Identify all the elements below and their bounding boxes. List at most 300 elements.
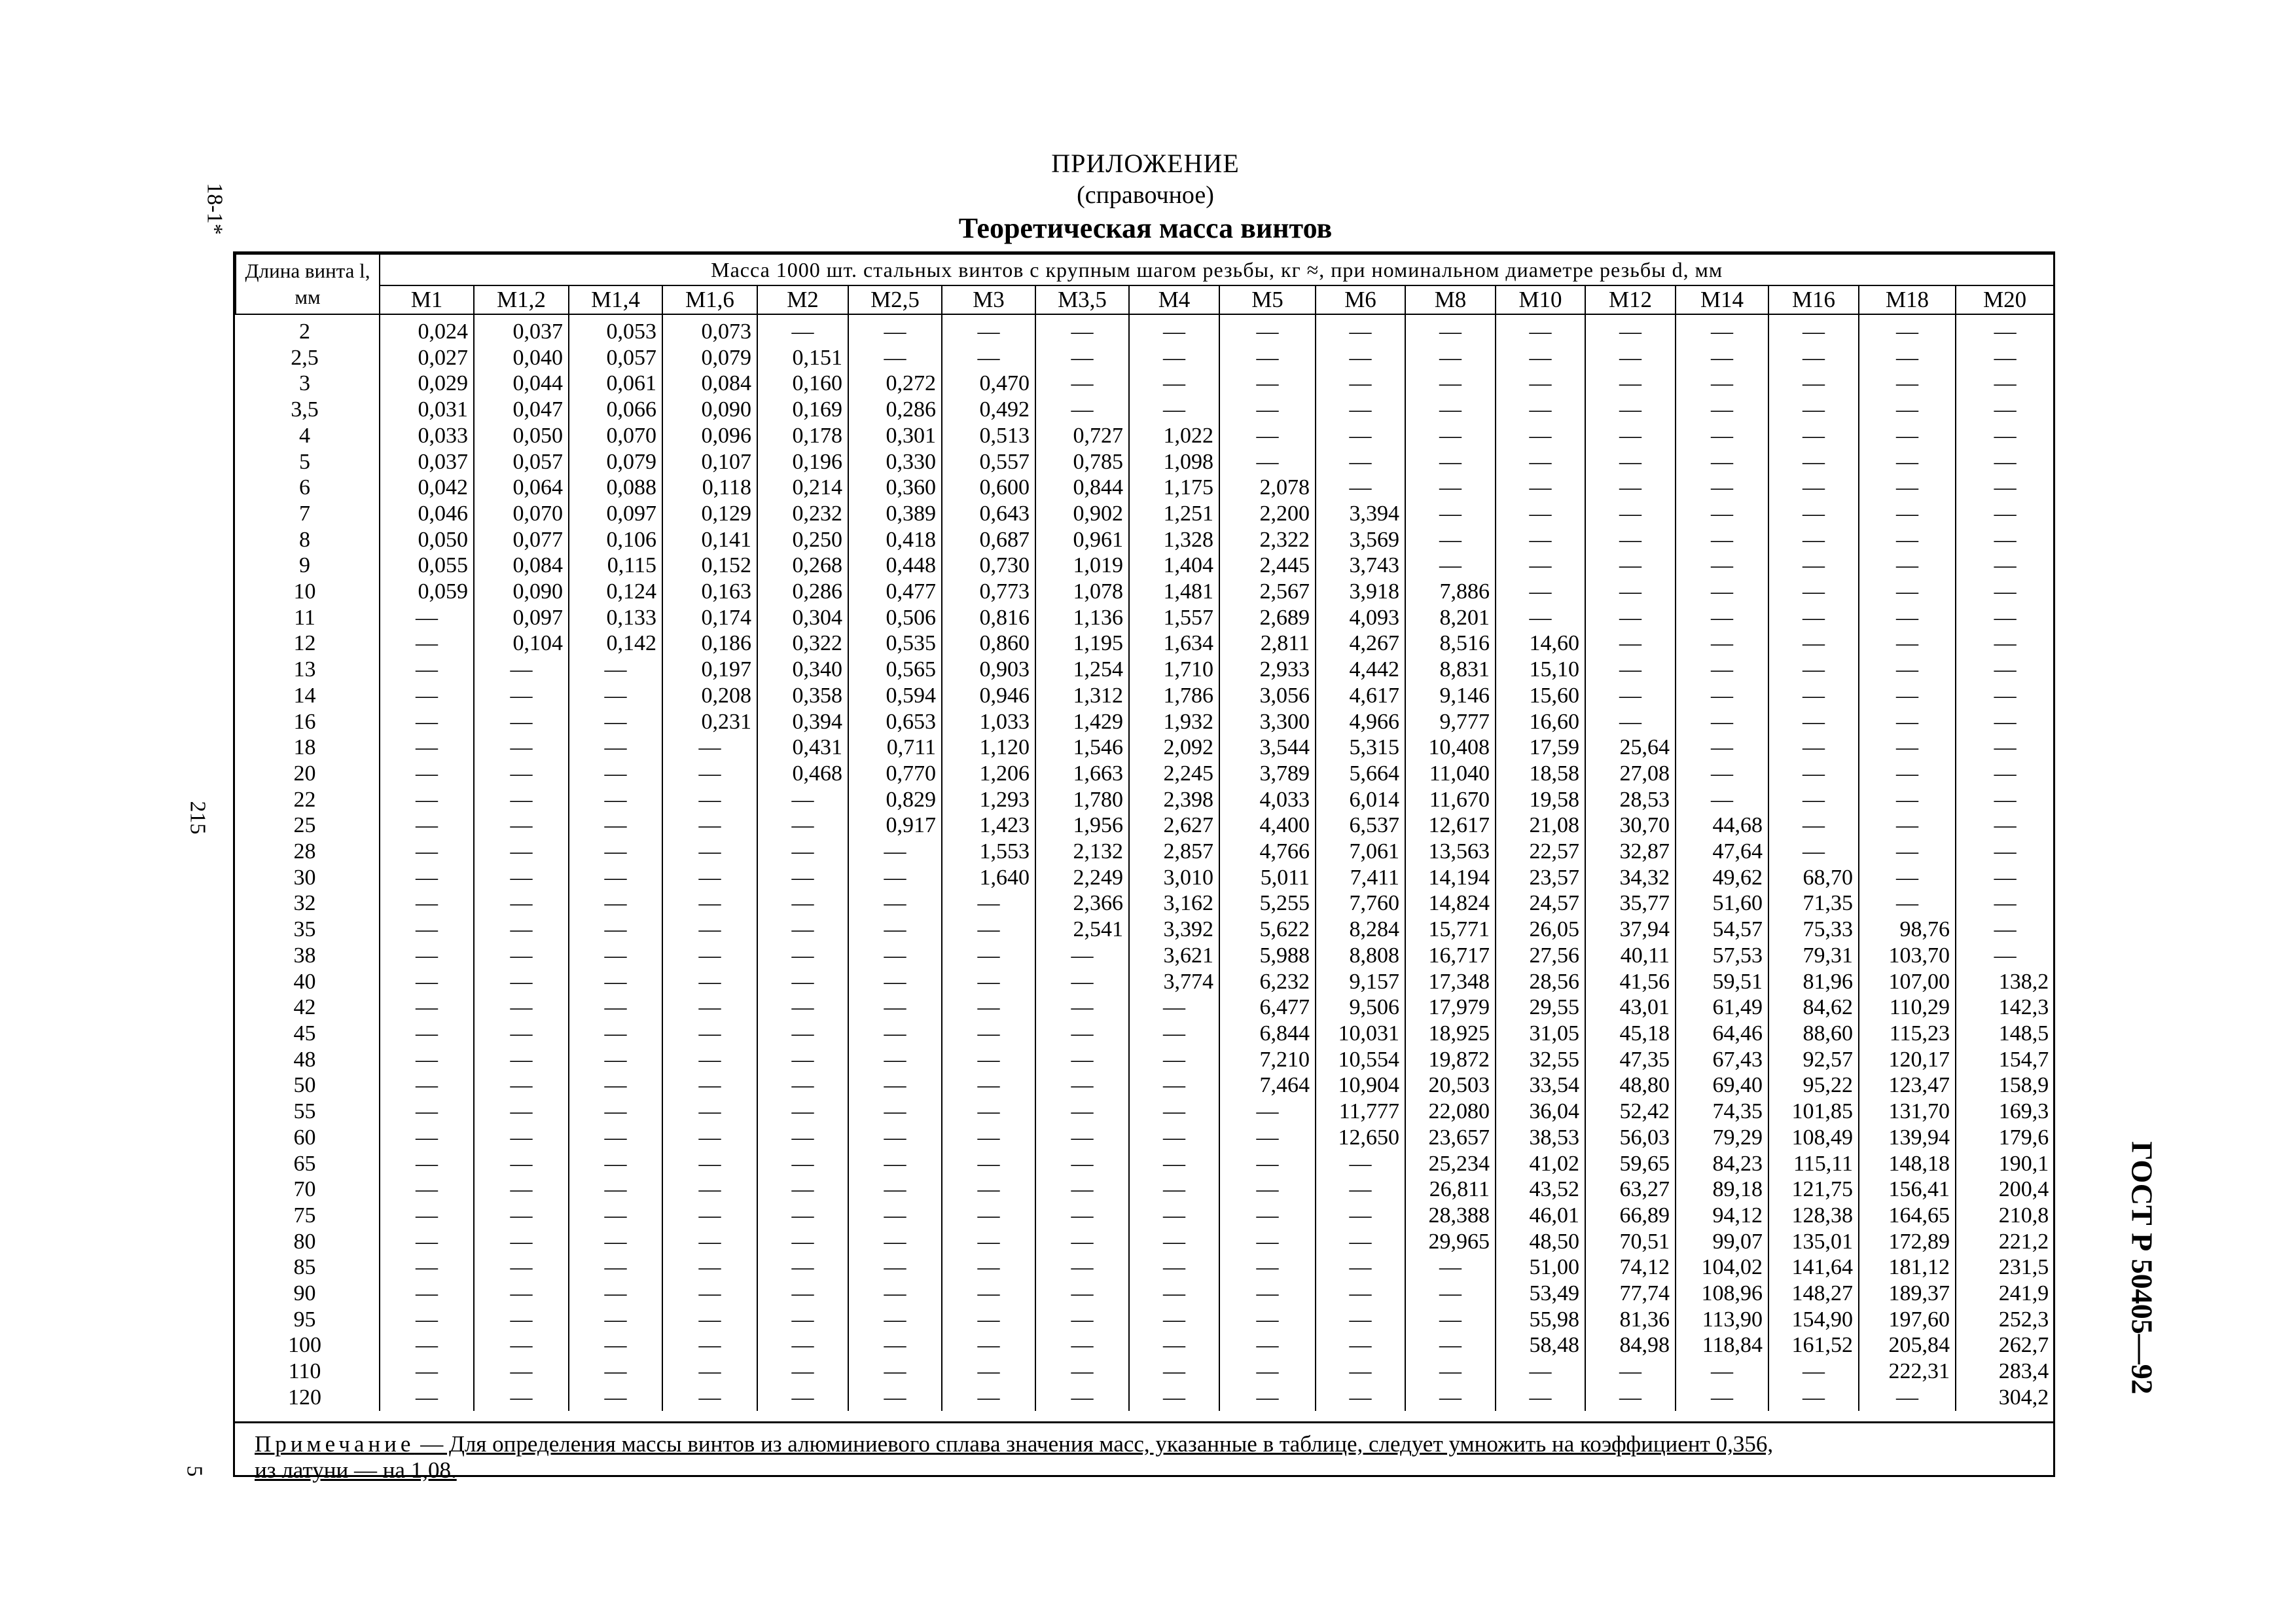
- diameter-header: M12: [1585, 285, 1676, 314]
- mass-cell: 4,766: [1219, 839, 1316, 865]
- length-cell: 35: [293, 917, 316, 942]
- mass-cell: —: [569, 1176, 662, 1203]
- mass-cell: —: [1496, 371, 1585, 397]
- mass-cell: 3,621: [1129, 943, 1219, 969]
- table-row: [236, 475, 2054, 501]
- mass-cell: —: [1956, 501, 2054, 527]
- mass-cell: —: [1316, 449, 1405, 475]
- mass-cell: 1,251: [1129, 501, 1219, 527]
- page-title: Теоретическая масса винтов: [958, 212, 1333, 244]
- mass-cell: 5,011: [1219, 865, 1316, 891]
- mass-cell: 17,979: [1405, 994, 1496, 1021]
- mass-cell: 99,07: [1676, 1229, 1768, 1255]
- mass-cell: 283,4: [1956, 1359, 2054, 1385]
- mass-cell: —: [757, 1125, 848, 1151]
- mass-cell: —: [1219, 449, 1316, 475]
- mass-cell: 0,088: [569, 475, 662, 501]
- mass-cell: 16,60: [1496, 709, 1585, 735]
- diameter-header: M10: [1496, 285, 1585, 314]
- mass-cell: —: [848, 994, 942, 1021]
- mass-cell: 59,51: [1676, 969, 1768, 995]
- mass-cell: 0,057: [569, 345, 662, 371]
- table-row: [236, 865, 2054, 891]
- mass-cell: —: [1035, 1332, 1129, 1359]
- mass-cell: —: [569, 1125, 662, 1151]
- mass-cell: 20,503: [1405, 1072, 1496, 1099]
- mass-cell: 0,448: [848, 553, 942, 579]
- mass-cell: 55,98: [1496, 1307, 1585, 1333]
- mass-cell: —: [1035, 314, 1129, 345]
- mass-cell: 48,80: [1585, 1072, 1676, 1099]
- mass-cell: —: [474, 657, 569, 683]
- length-cell: 55: [293, 1099, 316, 1124]
- mass-cell: 11,040: [1405, 761, 1496, 787]
- mass-cell: 1,328: [1129, 527, 1219, 553]
- mass-cell: —: [1768, 397, 1859, 423]
- mass-cell: —: [1316, 1332, 1405, 1359]
- mass-cell: —: [474, 683, 569, 709]
- diameter-header: M1,2: [474, 285, 569, 314]
- length-cell: 7: [299, 501, 310, 526]
- mass-cell: 4,267: [1316, 630, 1405, 657]
- mass-cell: 84,23: [1676, 1151, 1768, 1177]
- mass-cell: 0,160: [757, 371, 848, 397]
- table-row: [236, 1281, 2054, 1307]
- mass-cell: 0,097: [474, 605, 569, 631]
- mass-cell: 69,40: [1676, 1072, 1768, 1099]
- mass-cell: —: [757, 839, 848, 865]
- mass-cell: —: [1859, 787, 1956, 813]
- table-row: [236, 1254, 2054, 1281]
- mass-cell: —: [757, 1229, 848, 1255]
- mass-cell: 121,75: [1768, 1176, 1859, 1203]
- mass-cell: —: [569, 1151, 662, 1177]
- mass-cell: —: [757, 969, 848, 995]
- mass-cell: —: [1129, 1281, 1219, 1307]
- table-row: [236, 449, 2054, 475]
- mass-cell: 0,169: [757, 397, 848, 423]
- mass-cell: 0,785: [1035, 449, 1129, 475]
- table-row: [236, 787, 2054, 813]
- page-number-left: 215: [185, 801, 210, 835]
- mass-cell: 1,293: [942, 787, 1035, 813]
- mass-cell: —: [1956, 397, 2054, 423]
- mass-cell: —: [662, 787, 757, 813]
- mass-cell: 2,245: [1129, 761, 1219, 787]
- mass-cell: —: [474, 1125, 569, 1151]
- length-cell: 28: [293, 839, 316, 864]
- mass-cell: 2,445: [1219, 553, 1316, 579]
- mass-cell: 115,23: [1859, 1021, 1956, 1047]
- mass-cell: —: [1676, 527, 1768, 553]
- mass-cell: —: [757, 1021, 848, 1047]
- length-cell: 95: [293, 1307, 316, 1332]
- mass-cell: —: [757, 1332, 848, 1359]
- mass-cell: —: [380, 1047, 474, 1073]
- mass-cell: —: [757, 1203, 848, 1229]
- mass-cell: 0,106: [569, 527, 662, 553]
- mass-cell: —: [1768, 423, 1859, 449]
- mass-cell: —: [757, 1254, 848, 1281]
- mass-cell: —: [569, 1203, 662, 1229]
- length-cell: 10: [293, 579, 316, 604]
- mass-cell: —: [1859, 579, 1956, 605]
- mass-cell: 7,061: [1316, 839, 1405, 865]
- mass-cell: 0,330: [848, 449, 942, 475]
- mass-cell: 1,932: [1129, 709, 1219, 735]
- mass-cell: —: [569, 735, 662, 761]
- mass-cell: —: [380, 865, 474, 891]
- mass-cell: —: [1585, 423, 1676, 449]
- mass-cell: —: [1768, 787, 1859, 813]
- mass-cell: 0,946: [942, 683, 1035, 709]
- mass-cell: —: [1768, 683, 1859, 709]
- mass-cell: 9,157: [1316, 969, 1405, 995]
- mass-cell: —: [1219, 397, 1316, 423]
- mass-cell: 0,727: [1035, 423, 1129, 449]
- mass-cell: 0,322: [757, 630, 848, 657]
- mass-cell: —: [1035, 1099, 1129, 1125]
- mass-cell: 6,014: [1316, 787, 1405, 813]
- mass-cell: 0,115: [569, 553, 662, 579]
- mass-cell: —: [1859, 761, 1956, 787]
- length-cell: 120: [288, 1385, 321, 1410]
- mass-cell: 3,918: [1316, 579, 1405, 605]
- mass-cell: —: [1585, 1385, 1676, 1411]
- mass-cell: —: [848, 1359, 942, 1385]
- mass-cell: 1,312: [1035, 683, 1129, 709]
- mass-cell: 0,829: [848, 787, 942, 813]
- mass-cell: —: [569, 994, 662, 1021]
- note-text-line1: — Для определения массы винтов из алюминиевого сплава значения масс, указанные в таблице, следует умножить на коэффициент 0,356,: [414, 1431, 1774, 1457]
- mass-cell: —: [1676, 683, 1768, 709]
- mass-cell: —: [1585, 501, 1676, 527]
- mass-cell: 26,05: [1496, 917, 1585, 943]
- mass-cell: 169,3: [1956, 1099, 2054, 1125]
- mass-cell: —: [1035, 1021, 1129, 1047]
- mass-cell: —: [569, 943, 662, 969]
- mass-cell: 3,010: [1129, 865, 1219, 891]
- length-cell: 32: [293, 891, 316, 916]
- mass-cell: —: [1129, 1099, 1219, 1125]
- mass-table: [235, 253, 2054, 1411]
- mass-cell: 8,201: [1405, 605, 1496, 631]
- mass-cell: —: [662, 943, 757, 969]
- length-cell: 65: [293, 1151, 316, 1176]
- mass-cell: —: [1585, 683, 1676, 709]
- mass-cell: 79,31: [1768, 943, 1859, 969]
- mass-cell: 10,408: [1405, 735, 1496, 761]
- mass-cell: —: [380, 1151, 474, 1177]
- appendix-heading: ПРИЛОЖЕНИЕ: [1051, 149, 1240, 178]
- mass-cell: 6,232: [1219, 969, 1316, 995]
- mass-cell: 29,965: [1405, 1229, 1496, 1255]
- mass-cell: 118,84: [1676, 1332, 1768, 1359]
- mass-cell: 222,31: [1859, 1359, 1956, 1385]
- mass-cell: 0,066: [569, 397, 662, 423]
- mass-cell: —: [662, 1021, 757, 1047]
- mass-cell: —: [1405, 501, 1496, 527]
- mass-cell: 70,51: [1585, 1229, 1676, 1255]
- mass-cell: —: [474, 890, 569, 917]
- mass-cell: —: [1129, 1047, 1219, 1073]
- mass-cell: —: [1676, 397, 1768, 423]
- mass-cell: 0,174: [662, 605, 757, 631]
- mass-cell: —: [380, 761, 474, 787]
- diameter-header: M2: [757, 285, 848, 314]
- mass-cell: —: [848, 917, 942, 943]
- table-row: [236, 969, 2054, 995]
- mass-cell: 40,11: [1585, 943, 1676, 969]
- mass-cell: 0,107: [662, 449, 757, 475]
- mass-cell: —: [1956, 943, 2054, 969]
- mass-cell: —: [1676, 605, 1768, 631]
- mass-cell: 0,033: [380, 423, 474, 449]
- mass-cell: 7,464: [1219, 1072, 1316, 1099]
- mass-cell: —: [1405, 371, 1496, 397]
- mass-cell: —: [1585, 630, 1676, 657]
- mass-cell: —: [757, 865, 848, 891]
- mass-cell: 0,250: [757, 527, 848, 553]
- mass-cell: 2,078: [1219, 475, 1316, 501]
- mass-cell: 107,00: [1859, 969, 1956, 995]
- mass-cell: —: [380, 1359, 474, 1385]
- mass-cell: —: [1035, 397, 1129, 423]
- mass-cell: 0,600: [942, 475, 1035, 501]
- mass-cell: 1,429: [1035, 709, 1129, 735]
- mass-cell: —: [569, 839, 662, 865]
- mass-cell: —: [474, 1385, 569, 1411]
- mass-cell: —: [1129, 371, 1219, 397]
- mass-cell: 3,300: [1219, 709, 1316, 735]
- length-cell: 85: [293, 1255, 316, 1280]
- mass-cell: 7,411: [1316, 865, 1405, 891]
- mass-cell: —: [848, 1281, 942, 1307]
- mass-cell: —: [662, 839, 757, 865]
- mass-cell: 15,60: [1496, 683, 1585, 709]
- mass-cell: 51,60: [1676, 890, 1768, 917]
- mass-cell: 77,74: [1585, 1281, 1676, 1307]
- mass-cell: 2,366: [1035, 890, 1129, 917]
- mass-cell: —: [380, 1385, 474, 1411]
- mass-cell: 0,046: [380, 501, 474, 527]
- mass-cell: 13,563: [1405, 839, 1496, 865]
- mass-cell: 3,743: [1316, 553, 1405, 579]
- mass-cell: 103,70: [1859, 943, 1956, 969]
- mass-cell: —: [1859, 475, 1956, 501]
- mass-cell: 1,956: [1035, 812, 1129, 839]
- mass-cell: 2,092: [1129, 735, 1219, 761]
- mass-cell: —: [757, 787, 848, 813]
- mass-cell: 189,37: [1859, 1281, 1956, 1307]
- mass-cell: 0,468: [757, 761, 848, 787]
- mass-cell: 262,7: [1956, 1332, 2054, 1359]
- mass-cell: 15,771: [1405, 917, 1496, 943]
- mass-cell: —: [757, 314, 848, 345]
- mass-cell: 2,132: [1035, 839, 1129, 865]
- mass-cell: —: [474, 1151, 569, 1177]
- mass-cell: —: [1035, 1072, 1129, 1099]
- diameter-header: M1,4: [569, 285, 662, 314]
- mass-cell: —: [474, 1229, 569, 1255]
- note-text-line2: из латуни — на 1,08.: [255, 1457, 457, 1483]
- mass-cell: —: [1956, 735, 2054, 761]
- mass-cell: —: [474, 1176, 569, 1203]
- mass-cell: —: [380, 1021, 474, 1047]
- table-row: [236, 1359, 2054, 1385]
- mass-cell: —: [380, 1072, 474, 1099]
- mass-cell: 154,90: [1768, 1307, 1859, 1333]
- mass-cell: —: [1035, 1151, 1129, 1177]
- mass-cell: —: [1035, 1047, 1129, 1073]
- mass-cell: 0,050: [474, 423, 569, 449]
- mass-cell: 92,57: [1768, 1047, 1859, 1073]
- mass-cell: 148,18: [1859, 1151, 1956, 1177]
- table-row: [236, 1021, 2054, 1047]
- mass-cell: —: [1956, 890, 2054, 917]
- mass-cell: 28,56: [1496, 969, 1585, 995]
- mass-cell: —: [1859, 735, 1956, 761]
- mass-cell: 0,027: [380, 345, 474, 371]
- mass-cell: —: [848, 1229, 942, 1255]
- mass-cell: 27,56: [1496, 943, 1585, 969]
- mass-cell: —: [380, 812, 474, 839]
- mass-cell: 8,516: [1405, 630, 1496, 657]
- mass-cell: 210,8: [1956, 1203, 2054, 1229]
- mass-cell: —: [757, 1072, 848, 1099]
- mass-cell: 9,777: [1405, 709, 1496, 735]
- mass-cell: —: [662, 1047, 757, 1073]
- mass-cell: —: [942, 1281, 1035, 1307]
- mass-cell: —: [1405, 1332, 1496, 1359]
- mass-cell: —: [1585, 605, 1676, 631]
- mass-cell: —: [757, 917, 848, 943]
- mass-cell: —: [662, 1151, 757, 1177]
- mass-cell: 1,078: [1035, 579, 1129, 605]
- mass-cell: 128,38: [1768, 1203, 1859, 1229]
- mass-cell: 0,304: [757, 605, 848, 631]
- mass-cell: —: [942, 917, 1035, 943]
- mass-cell: —: [569, 1254, 662, 1281]
- length-cell: 22: [293, 787, 316, 812]
- mass-cell: —: [1129, 1125, 1219, 1151]
- mass-cell: —: [1316, 1281, 1405, 1307]
- table-row: [236, 630, 2054, 657]
- mass-cell: 43,52: [1496, 1176, 1585, 1203]
- mass-cell: 0,029: [380, 371, 474, 397]
- mass-cell: 14,60: [1496, 630, 1585, 657]
- mass-cell: 61,49: [1676, 994, 1768, 1021]
- table-row: [236, 761, 2054, 787]
- mass-cell: 0,141: [662, 527, 757, 553]
- mass-cell: 38,53: [1496, 1125, 1585, 1151]
- mass-cell: —: [1316, 397, 1405, 423]
- mass-cell: —: [1405, 527, 1496, 553]
- mass-cell: —: [474, 865, 569, 891]
- mass-cell: —: [1768, 1359, 1859, 1385]
- mass-cell: 1,423: [942, 812, 1035, 839]
- mass-cell: —: [1035, 1203, 1129, 1229]
- mass-cell: —: [380, 969, 474, 995]
- mass-cell: —: [1129, 397, 1219, 423]
- mass-cell: 0,492: [942, 397, 1035, 423]
- mass-cell: —: [1768, 345, 1859, 371]
- mass-cell: —: [1035, 1254, 1129, 1281]
- mass-cell: —: [1956, 812, 2054, 839]
- mass-cell: 142,3: [1956, 994, 2054, 1021]
- mass-cell: 0,073: [662, 314, 757, 345]
- mass-cell: —: [1219, 1151, 1316, 1177]
- diameter-header: M2,5: [848, 285, 942, 314]
- mass-cell: 2,398: [1129, 787, 1219, 813]
- mass-cell: 36,04: [1496, 1099, 1585, 1125]
- table-row: [236, 527, 2054, 553]
- length-cell: 48: [293, 1047, 316, 1072]
- mass-cell: 0,477: [848, 579, 942, 605]
- mass-cell: 110,29: [1859, 994, 1956, 1021]
- mass-cell: 0,142: [569, 630, 662, 657]
- mass-cell: —: [569, 787, 662, 813]
- table-row: [236, 1099, 2054, 1125]
- mass-cell: —: [1219, 1229, 1316, 1255]
- mass-cell: —: [1585, 345, 1676, 371]
- mass-cell: —: [569, 657, 662, 683]
- mass-cell: 95,22: [1768, 1072, 1859, 1099]
- mass-cell: —: [1676, 1385, 1768, 1411]
- mass-cell: 181,12: [1859, 1254, 1956, 1281]
- mass-cell: —: [569, 1072, 662, 1099]
- mass-cell: —: [1496, 527, 1585, 553]
- mass-cell: 0,860: [942, 630, 1035, 657]
- mass-cell: 10,904: [1316, 1072, 1405, 1099]
- mass-cell: —: [1219, 1332, 1316, 1359]
- mass-cell: 0,070: [474, 501, 569, 527]
- mass-cell: —: [1219, 1281, 1316, 1307]
- mass-cell: 0,565: [848, 657, 942, 683]
- mass-cell: 4,400: [1219, 812, 1316, 839]
- mass-cell: —: [1129, 994, 1219, 1021]
- mass-cell: —: [662, 917, 757, 943]
- mass-cell: 2,933: [1219, 657, 1316, 683]
- mass-cell: —: [942, 1203, 1035, 1229]
- mass-cell: —: [1219, 1203, 1316, 1229]
- mass-cell: 14,824: [1405, 890, 1496, 917]
- mass-cell: 0,178: [757, 423, 848, 449]
- mass-cell: —: [569, 761, 662, 787]
- table-row: [236, 1385, 2054, 1411]
- mass-cell: —: [848, 1176, 942, 1203]
- mass-cell: —: [380, 943, 474, 969]
- mass-cell: —: [1768, 527, 1859, 553]
- mass-cell: 74,35: [1676, 1099, 1768, 1125]
- mass-cell: —: [1956, 423, 2054, 449]
- length-cell: 75: [293, 1203, 316, 1228]
- mass-cell: —: [662, 969, 757, 995]
- length-cell: 30: [293, 865, 316, 890]
- mass-cell: —: [1129, 1254, 1219, 1281]
- mass-cell: —: [380, 735, 474, 761]
- mass-cell: 0,286: [848, 397, 942, 423]
- mass-cell: 6,477: [1219, 994, 1316, 1021]
- mass-cell: 0,152: [662, 553, 757, 579]
- mass-cell: —: [1496, 579, 1585, 605]
- mass-cell: 30,70: [1585, 812, 1676, 839]
- mass-cell: —: [1859, 630, 1956, 657]
- mass-cell: —: [1585, 371, 1676, 397]
- mass-cell: —: [1316, 1203, 1405, 1229]
- mass-cell: 0,506: [848, 605, 942, 631]
- mass-cell: —: [757, 1151, 848, 1177]
